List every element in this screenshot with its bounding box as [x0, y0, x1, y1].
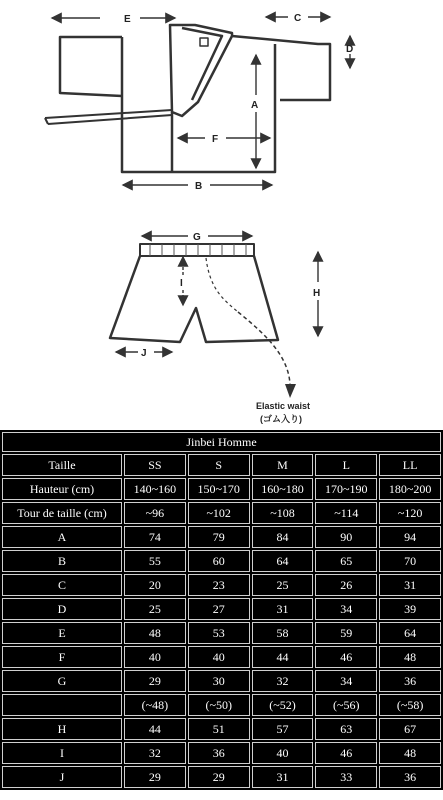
table-row — [2, 694, 441, 716]
size-value-cell: 46 — [315, 742, 377, 764]
table-header-row — [2, 454, 441, 476]
waist-pointer-arrow-icon — [285, 384, 296, 398]
size-value-cell: 39 — [379, 598, 441, 620]
jacket-drawing — [45, 25, 330, 172]
header-cell: LL — [379, 454, 441, 476]
table-row — [2, 646, 441, 668]
size-value-cell: (~52) — [252, 694, 314, 716]
size-value-cell: 79 — [188, 526, 250, 548]
shorts-measure-lines — [116, 236, 321, 352]
size-value-cell: 36 — [188, 742, 250, 764]
size-value-cell: 44 — [124, 718, 186, 740]
row-label-cell: A — [2, 526, 122, 548]
label-b: B — [195, 181, 203, 192]
row-label-cell: B — [2, 550, 122, 572]
header-cell: M — [252, 454, 314, 476]
table-row — [2, 742, 441, 764]
size-value-cell: 170~190 — [315, 478, 377, 500]
size-value-cell: 51 — [188, 718, 250, 740]
row-label-cell: C — [2, 574, 122, 596]
size-value-cell: (~58) — [379, 694, 441, 716]
size-value-cell: 34 — [315, 670, 377, 692]
row-label-cell: E — [2, 622, 122, 644]
label-d: D — [346, 44, 354, 55]
size-value-cell: 40 — [188, 646, 250, 668]
size-value-cell: 46 — [315, 646, 377, 668]
size-value-cell: 20 — [124, 574, 186, 596]
size-value-cell: 36 — [379, 766, 441, 788]
table-row — [2, 478, 441, 500]
size-value-cell: 55 — [124, 550, 186, 572]
size-value-cell: 34 — [315, 598, 377, 620]
table-row — [2, 574, 441, 596]
size-value-cell: 26 — [315, 574, 377, 596]
size-value-cell: 48 — [379, 742, 441, 764]
size-value-cell: 44 — [252, 646, 314, 668]
row-label-cell: Tour de taille (cm) — [2, 502, 122, 524]
size-value-cell: 25 — [124, 598, 186, 620]
size-value-cell: ~120 — [379, 502, 441, 524]
size-value-cell: 30 — [188, 670, 250, 692]
size-value-cell: 40 — [252, 742, 314, 764]
size-value-cell: 65 — [315, 550, 377, 572]
row-label-cell: F — [2, 646, 122, 668]
size-value-cell: 33 — [315, 766, 377, 788]
size-table — [0, 430, 443, 790]
row-label-cell: I — [2, 742, 122, 764]
table-title-row — [2, 432, 441, 452]
size-value-cell: 59 — [315, 622, 377, 644]
size-value-cell: (~48) — [124, 694, 186, 716]
size-value-cell: ~114 — [315, 502, 377, 524]
table-row — [2, 550, 441, 572]
size-value-cell: 29 — [188, 766, 250, 788]
header-cell: Taille — [2, 454, 122, 476]
size-value-cell: 31 — [252, 766, 314, 788]
size-value-cell: 63 — [315, 718, 377, 740]
size-value-cell: (~56) — [315, 694, 377, 716]
size-value-cell: 64 — [379, 622, 441, 644]
row-label-cell: D — [2, 598, 122, 620]
size-value-cell: 58 — [252, 622, 314, 644]
table-row — [2, 502, 441, 524]
label-g: G — [193, 232, 201, 243]
row-label-cell: G — [2, 670, 122, 692]
size-value-cell: ~108 — [252, 502, 314, 524]
size-value-cell: 67 — [379, 718, 441, 740]
shorts-drawing — [110, 244, 290, 392]
size-value-cell: 32 — [124, 742, 186, 764]
size-value-cell: 29 — [124, 766, 186, 788]
size-value-cell: 31 — [379, 574, 441, 596]
size-value-cell: 160~180 — [252, 478, 314, 500]
row-label-cell: J — [2, 766, 122, 788]
size-value-cell: 32 — [252, 670, 314, 692]
header-cell: L — [315, 454, 377, 476]
size-value-cell: 70 — [379, 550, 441, 572]
label-i: I — [180, 278, 183, 289]
label-e: E — [124, 14, 131, 25]
size-value-cell: 53 — [188, 622, 250, 644]
size-value-cell: 40 — [124, 646, 186, 668]
size-value-cell: 150~170 — [188, 478, 250, 500]
row-label-cell — [2, 694, 122, 716]
size-value-cell: 48 — [379, 646, 441, 668]
size-value-cell: 60 — [188, 550, 250, 572]
table-row — [2, 598, 441, 620]
size-value-cell: 64 — [252, 550, 314, 572]
size-value-cell: 29 — [124, 670, 186, 692]
size-value-cell: 90 — [315, 526, 377, 548]
size-value-cell: ~96 — [124, 502, 186, 524]
size-value-cell: 140~160 — [124, 478, 186, 500]
size-value-cell: 57 — [252, 718, 314, 740]
size-value-cell: 23 — [188, 574, 250, 596]
table-row — [2, 670, 441, 692]
size-value-cell: 36 — [379, 670, 441, 692]
row-label-cell: Hauteur (cm) — [2, 478, 122, 500]
size-value-cell: (~50) — [188, 694, 250, 716]
table-title: Jinbei Homme — [2, 432, 441, 452]
table-row — [2, 718, 441, 740]
header-cell: S — [188, 454, 250, 476]
label-h: H — [313, 288, 321, 299]
label-j: J — [141, 348, 147, 359]
row-label-cell: H — [2, 718, 122, 740]
size-value-cell: 74 — [124, 526, 186, 548]
size-value-cell: 48 — [124, 622, 186, 644]
label-c: C — [294, 13, 302, 24]
elastic-waist-note: Elastic waist — [256, 401, 311, 411]
table-row — [2, 526, 441, 548]
size-value-cell: 180~200 — [379, 478, 441, 500]
elastic-waist-note-jp: (ゴム入り) — [260, 414, 302, 424]
label-f: F — [212, 134, 219, 145]
table-row — [2, 766, 441, 788]
size-value-cell: 31 — [252, 598, 314, 620]
size-value-cell: 25 — [252, 574, 314, 596]
size-value-cell: 27 — [188, 598, 250, 620]
table-row — [2, 622, 441, 644]
size-value-cell: 94 — [379, 526, 441, 548]
header-cell: SS — [124, 454, 186, 476]
size-value-cell: 84 — [252, 526, 314, 548]
label-a: A — [251, 100, 259, 111]
size-value-cell: ~102 — [188, 502, 250, 524]
